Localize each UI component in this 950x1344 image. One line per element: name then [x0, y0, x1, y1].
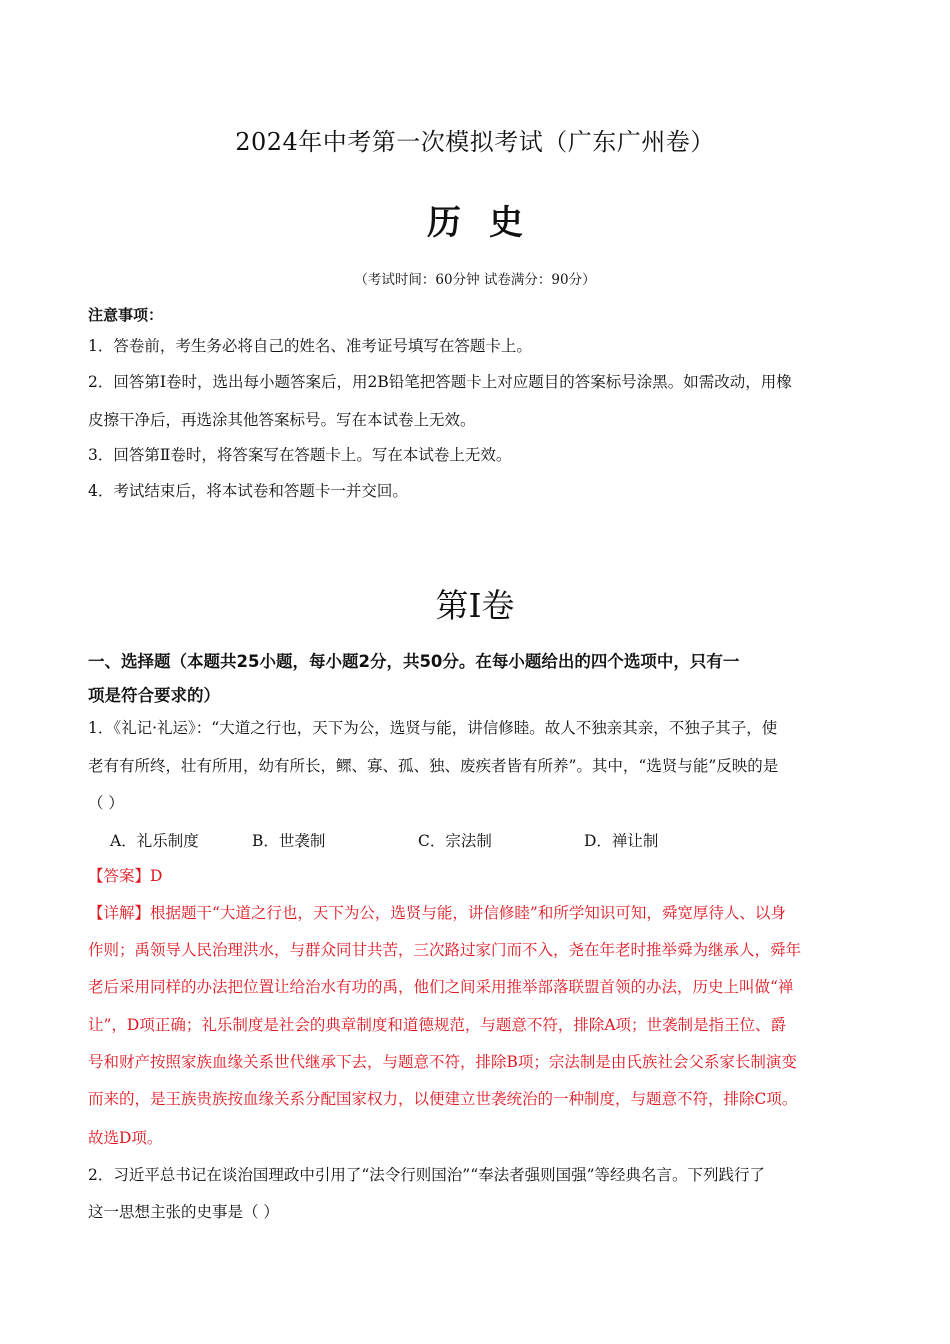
q2-stem: 2．习近平总书记在谈治国理政中引用了“法令行则国治”“奉法者强则国强”等经典名言。下列践行了: [88, 1166, 766, 1184]
q1-analysis: 【详解】根据题干“大道之行也，天下为公，选贤与能，讲信修睦”和所学知识可知，舜宽厚待人、以身: [88, 904, 786, 922]
notice-line: 1．答卷前，考生务必将自己的姓名、准考证号填写在答题卡上。: [88, 337, 532, 355]
notice-line: 3．回答第Ⅱ卷时，将答案写在答题卡上。写在本试卷上无效。: [88, 446, 512, 464]
exam-info: （考试时间：60分钟 试卷满分：90分）: [354, 272, 596, 288]
q1-analysis: 作则；禹领导人民治理洪水，与群众同甘共苦，三次路过家门而不入，尧在年老时推举舜为继承人，舜年: [88, 941, 802, 959]
q1-analysis: 让”，D项正确；礼乐制度是社会的典章制度和道德规范，与题意不符，排除A项；世袭制是指王位、爵: [88, 1016, 787, 1034]
notice-line: 皮擦干净后，再选涂其他答案标号。写在本试卷上无效。: [88, 411, 476, 429]
q1-stem: 老有有所终，壮有所用，幼有所长，鳏、寡、孤、独、废疾者皆有所养”。其中，“选贤与能”反映的是: [88, 757, 779, 775]
section-heading: 一、选择题（本题共25小题，每小题2分，共50分。在每小题给出的四个选项中，只有一: [88, 652, 740, 671]
q1-answer: 【答案】D: [88, 867, 163, 885]
q2-stem: 这一思想主张的史事是（ ）: [88, 1203, 279, 1221]
section-title: 第Ⅰ卷: [435, 586, 515, 625]
q1-option-c: C．宗法制: [418, 832, 492, 850]
q1-stem: 1．《礼记·礼运》：“大道之行也，天下为公，选贤与能，讲信修睦。故人不独亲其亲，不独子其子，使: [88, 719, 778, 737]
q1-analysis: 故选D项。: [88, 1129, 163, 1147]
q1-stem: （ ）: [88, 794, 124, 812]
q1-analysis: 老后采用同样的办法把位置让给治水有功的禹，他们之间采用推举部落联盟首领的办法，历史上叫做“禅: [88, 978, 794, 996]
notice-line: 2．回答第Ⅰ卷时，选出每小题答案后，用2B铅笔把答题卡上对应题目的答案标号涂黑。如需改动，用橡: [88, 373, 792, 391]
exam-title: 2024年中考第一次模拟考试（广东广州卷）: [235, 128, 715, 156]
q1-option-b: B．世袭制: [252, 832, 326, 850]
subject-title: 历史: [427, 203, 551, 243]
notice-heading: 注意事项：: [88, 306, 164, 324]
q1-analysis: 号和财产按照家族血缘关系世代继承下去，与题意不符，排除B项；宗法制是由氏族社会父系家长制演变: [88, 1053, 797, 1071]
notice-line: 4．考试结束后，将本试卷和答题卡一并交回。: [88, 482, 408, 500]
q1-option-a: A．礼乐制度: [110, 832, 199, 850]
section-heading: 项是符合要求的）: [88, 686, 220, 705]
q1-analysis: 而来的，是王族贵族按血缘关系分配国家权力，以便建立世袭统治的一种制度，与题意不符，排除C项。: [88, 1090, 798, 1108]
q1-option-d: D．禅让制: [584, 832, 659, 850]
